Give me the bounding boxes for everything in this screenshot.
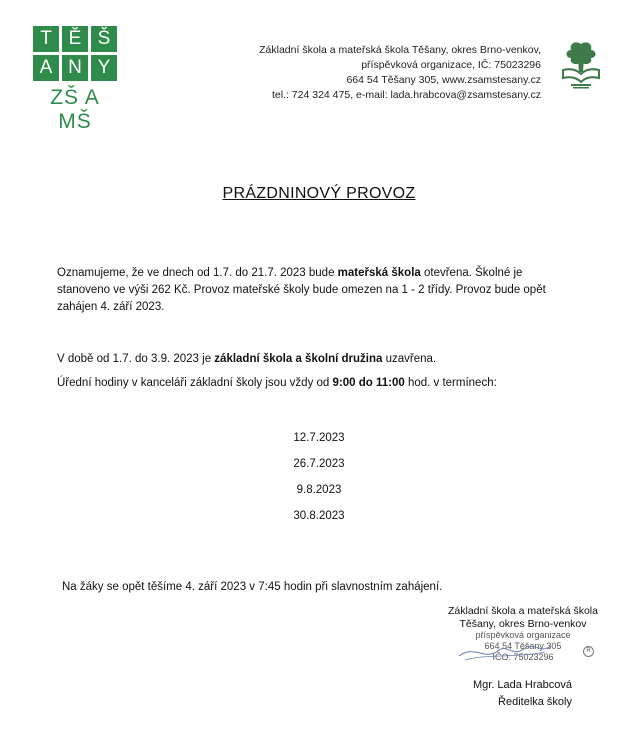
bold-text: základní škola a školní družina (214, 353, 383, 365)
signer-role: Ředitelka školy (498, 696, 572, 708)
logo-tile: N (62, 55, 88, 81)
bold-text: mateřská škola (337, 267, 421, 279)
office-dates-list (0, 429, 638, 533)
paragraph-school-closed (57, 351, 577, 368)
header-line: tel.: 724 324 475, e-mail: lada.hrabcova@zsamstesany.cz (271, 89, 541, 101)
stamp-line: Základní škola a mateřská škola (448, 605, 598, 617)
logo-tile: Y (91, 55, 117, 81)
paragraph-kindergarten (57, 265, 577, 316)
school-header-info (259, 43, 541, 103)
page-title: PRÁZDNINOVÝ PROVOZ (222, 185, 416, 202)
date-item: 26.7.2023 (293, 458, 345, 470)
logo-subtitle: ZŠ A MŠ (50, 86, 100, 133)
text: uzavřena. (382, 353, 437, 365)
text: Úřední hodiny v kanceláři základní školy jsou vždy od (57, 377, 333, 389)
text: Oznamujeme, že ve dnech od 1.7. do 21.7. 2023 bude (57, 267, 338, 279)
logo-tile: A (33, 55, 59, 81)
stamp-line: Těšany, okres Brno-venkov (459, 617, 587, 630)
registered-mark-icon: R (583, 646, 594, 657)
signer-block (473, 677, 572, 711)
logo-letter-grid (33, 26, 117, 81)
stamp-line: IČO: 75023296 (492, 652, 554, 662)
signature-scribble (455, 636, 555, 666)
school-logo (33, 26, 117, 134)
header-line: Základní škola a mateřská škola Těšany, okres Brno-venkov, (259, 44, 541, 56)
signer-name: Mgr. Lada Hrabcová (472, 679, 572, 691)
date-item: 9.8.2023 (296, 484, 342, 496)
stamp-line: příspěvková organizace (475, 630, 571, 640)
stamp-line: 664 54 Těšany 305 (484, 641, 562, 651)
paragraph-office-hours (57, 375, 577, 392)
header-line: příspěvková organizace, IČ: 75023296 (361, 59, 541, 71)
text: hod. v termínech: (404, 377, 497, 389)
book-tree-emblem-icon (557, 38, 605, 90)
bold-text: 9:00 do 11:00 (332, 377, 405, 389)
date-item: 12.7.2023 (293, 432, 345, 444)
paragraph-school-start: Na žáky se opět těšíme 4. září 2023 v 7:45 hodin při slavnostním zahájení. (62, 581, 443, 593)
header-line: 664 54 Těšany 305, www.zsamstesany.cz (346, 74, 541, 86)
text: V době od 1.7. do 3.9. 2023 je (57, 353, 215, 365)
logo-tile: T (33, 26, 59, 52)
logo-tile: Ě (62, 26, 88, 52)
text: otevřena. Školné je stanoveno ve výši 262 Kč. Provoz mateřské školy bude omezen na 1 - 2 třídy. Provoz bude opět zahájen 4. září 2023. (57, 267, 546, 313)
logo-tile: Š (91, 26, 117, 52)
date-item: 30.8.2023 (293, 510, 345, 522)
